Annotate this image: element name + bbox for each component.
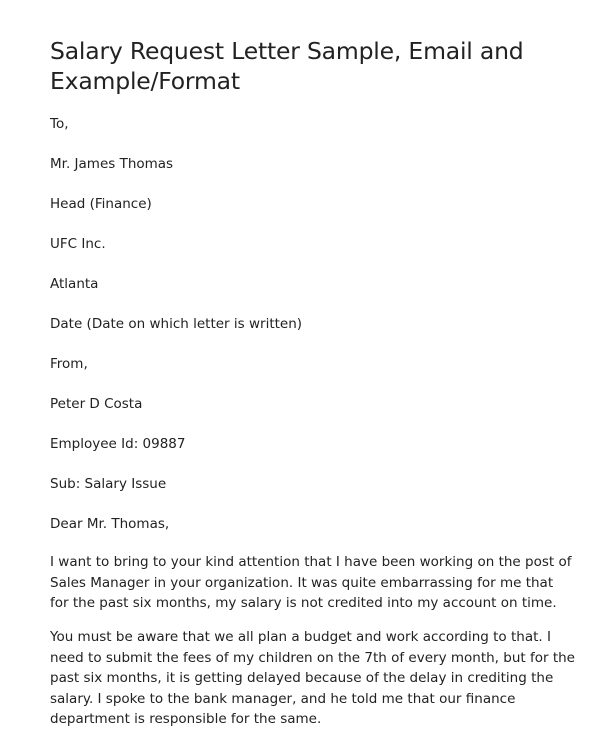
body-paragraph-2: You must be aware that we all plan a budget and work according to that. I need to submit the fees of my children on the 7th of every month, but for the past six months, it is getting delayed because of the delay in crediting the salary. I spoke to the bank manager, and he told me that our finance department is responsible for the same.	[50, 629, 575, 727]
date-line: Date (Date on which letter is written)	[50, 316, 303, 332]
salutation: Dear Mr. Thomas,	[50, 516, 170, 532]
to-label: To,	[50, 116, 69, 132]
body-paragraph-1: I want to bring to your kind attention that I have been working on the post of Sales Manager in your organization. It was quite embarrassing for me that for the past six months, my salary is not credited into my account on time.	[50, 554, 572, 611]
recipient-title: Head (Finance)	[50, 196, 152, 212]
subject-line: Sub: Salary Issue	[50, 476, 167, 492]
recipient-name: Mr. James Thomas	[50, 156, 174, 172]
page-title: Salary Request Letter Sample, Email and Example/Format	[50, 37, 524, 95]
sender-name: Peter D Costa	[50, 396, 143, 412]
from-label: From,	[50, 356, 88, 372]
employee-id: Employee Id: 09887	[50, 436, 186, 452]
city: Atlanta	[50, 276, 99, 292]
company-name: UFC Inc.	[50, 236, 106, 252]
